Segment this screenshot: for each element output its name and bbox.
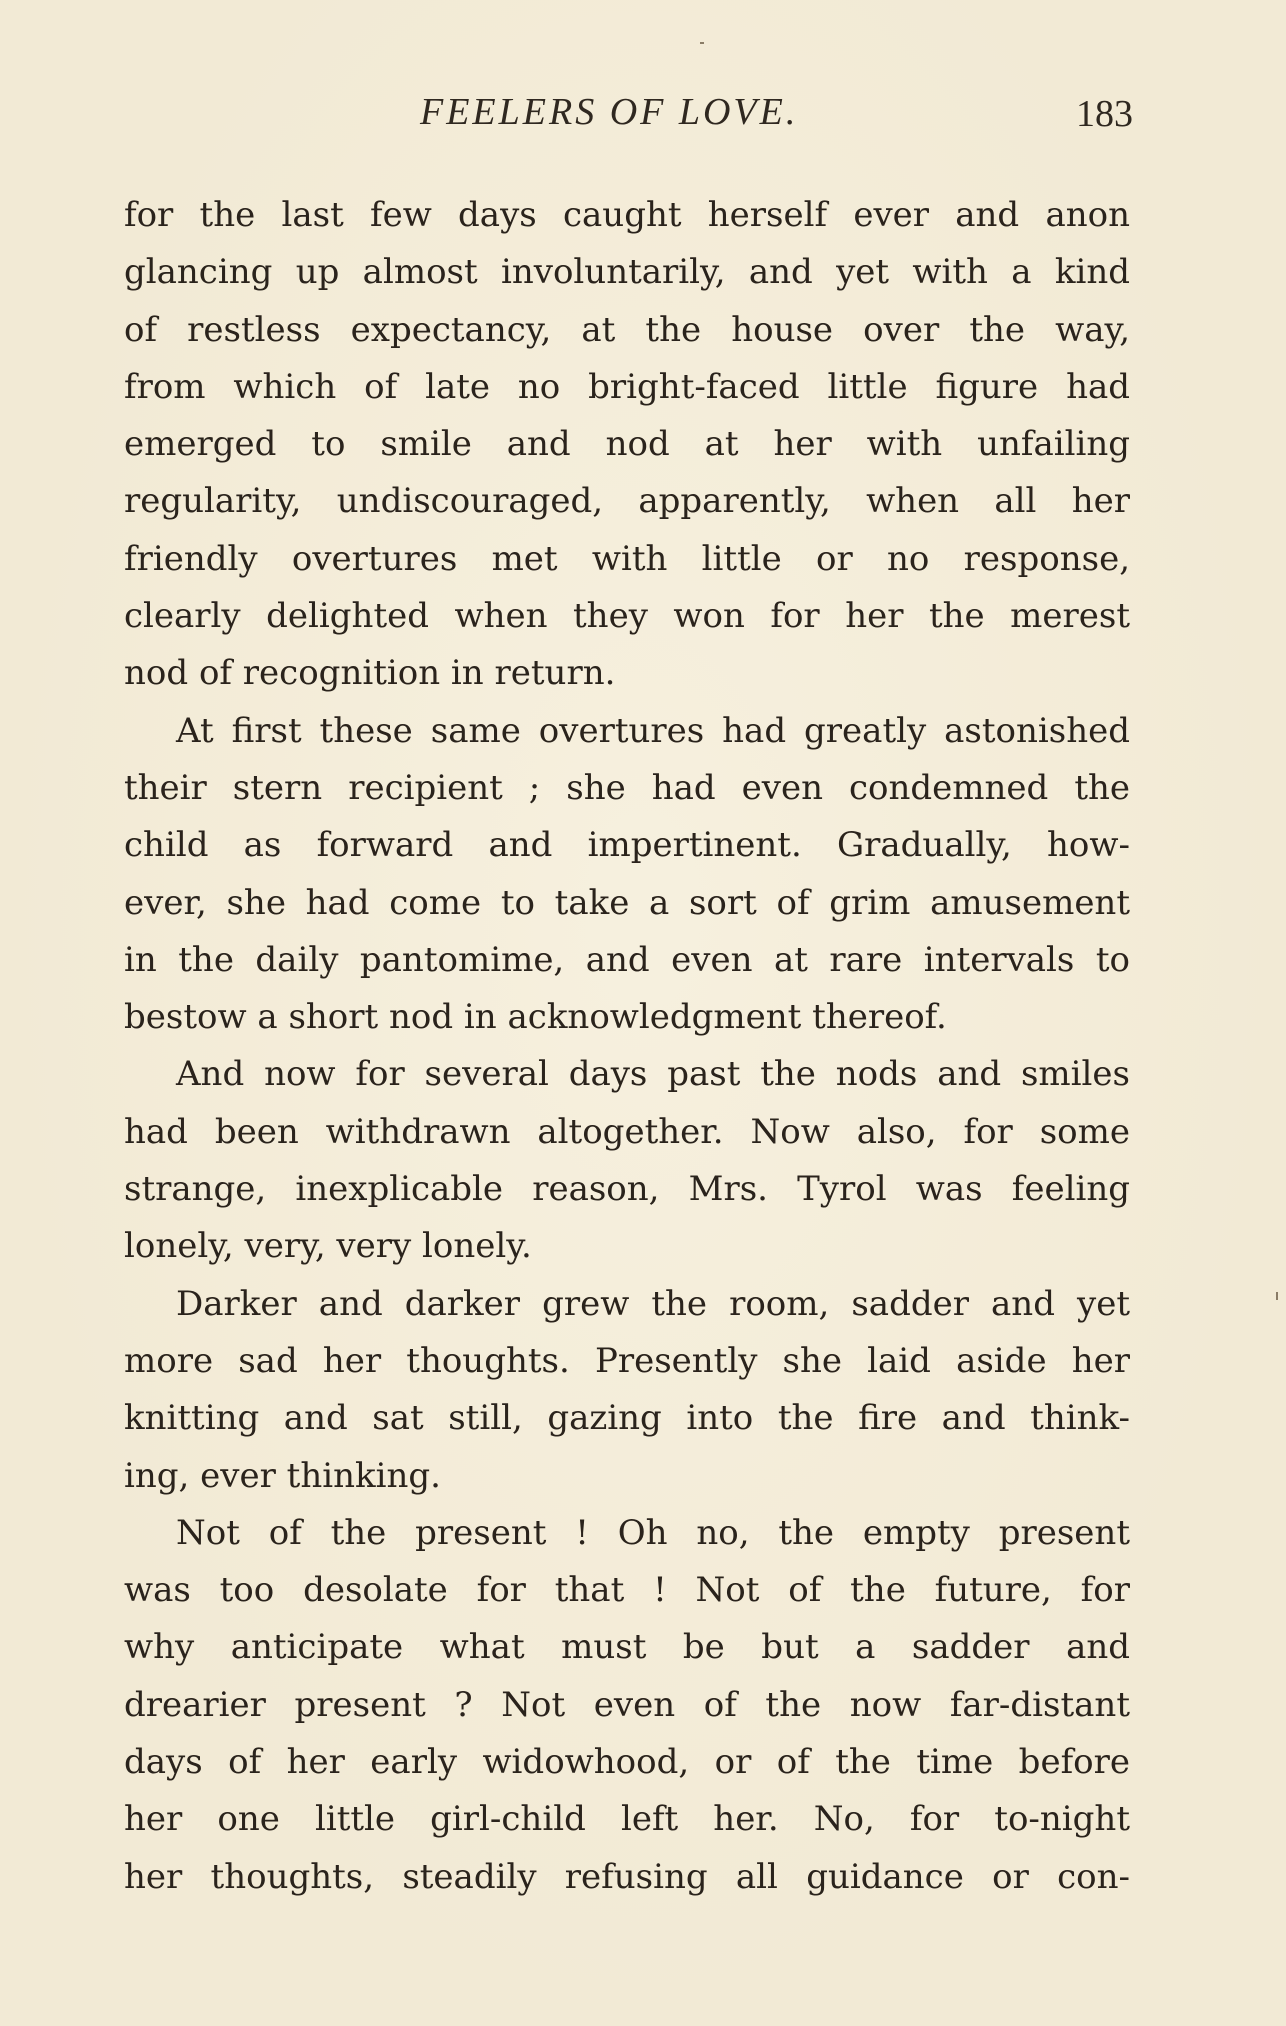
text-line: nod of recognition in return. — [124, 653, 616, 694]
body-text — [124, 187, 1130, 1906]
text-line: glancing up almost involuntarily, and yet with a kind — [124, 252, 1130, 293]
text-line: her thoughts, steadily refusing all guidance or con- — [124, 1856, 1130, 1897]
text-line: friendly overtures met with little or no response, — [124, 538, 1130, 579]
text-line: days of her early widowhood, or of the time before — [124, 1742, 1130, 1783]
text-line: lonely, very, very lonely. — [124, 1226, 532, 1267]
text-line: strange, inexplicable reason, Mrs. Tyrol was feeling — [124, 1169, 1130, 1210]
text-line: emerged to smile and nod at her with unfailing — [124, 424, 1130, 465]
text-line: knitting and sat still, gazing into the fire and think- — [124, 1398, 1130, 1439]
text-line: of restless expectancy, at the house over the way, — [124, 309, 1130, 350]
text-line: child as forward and impertinent. Gradually, how- — [124, 825, 1130, 866]
page-number: 183 — [1076, 93, 1133, 135]
text-line: her one little girl-child left her. No, for to-night — [124, 1799, 1130, 1840]
text-line: At first these same overtures had greatly astonished — [176, 710, 1130, 751]
text-line: from which of late no bright-faced little figure had — [124, 366, 1130, 407]
text-line: their stern recipient ; she had even condemned the — [124, 767, 1130, 808]
text-line: clearly delighted when they won for her the merest — [124, 596, 1130, 637]
text-line: Not of the present ! Oh no, the empty present — [176, 1512, 1130, 1553]
text-line: was too desolate for that ! Not of the future, for — [124, 1570, 1130, 1611]
text-line: more sad her thoughts. Presently she laid aside her — [124, 1340, 1130, 1381]
text-line: ing, ever thinking. — [124, 1455, 441, 1496]
print-speck — [700, 42, 704, 44]
text-line: had been withdrawn altogether. Now also, for some — [124, 1111, 1130, 1152]
text-line: why anticipate what must be but a sadder and — [124, 1627, 1130, 1668]
text-line: drearier present ? Not even of the now far-distant — [124, 1684, 1130, 1725]
print-speck — [1276, 1292, 1278, 1300]
running-head — [0, 90, 1286, 140]
text-line: regularity, undiscouraged, apparently, when all her — [124, 481, 1130, 522]
text-line: Darker and darker grew the room, sadder and yet — [176, 1283, 1130, 1324]
text-line: And now for several days past the nods and smiles — [176, 1054, 1130, 1095]
text-line: for the last few days caught herself ever and anon — [124, 195, 1130, 235]
text-line: ever, she had come to take a sort of grim amusement — [124, 882, 1130, 923]
text-line: in the daily pantomime, and even at rare intervals to — [124, 939, 1130, 980]
running-title: FEELERS OF LOVE. — [420, 91, 799, 133]
text-line: bestow a short nod in acknowledgment thereof. — [124, 997, 947, 1038]
